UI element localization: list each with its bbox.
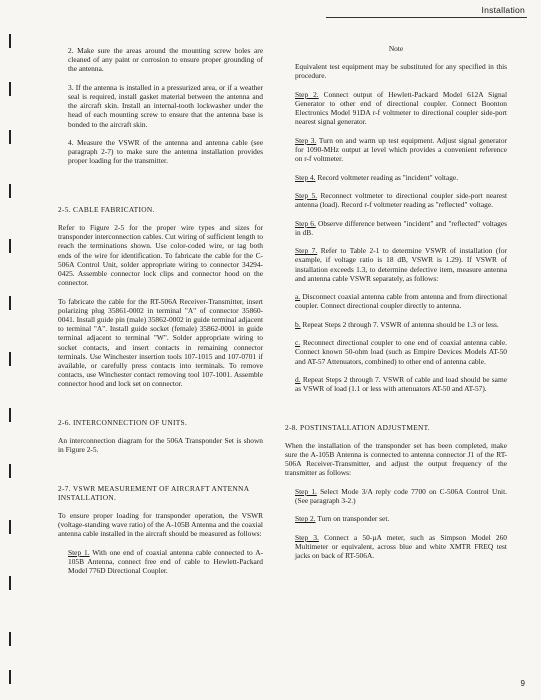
paragraph-step-3: 3. If the antenna is installed in a pressurized area, or if a weather seal is required, install gasket material between the antenna and the aircraft skin. Install an internal-tooth lockwasher under the head of each mounting screw to ensure that the antenna base is bonded to the aircraft skin. xyxy=(68,82,263,129)
paragraph-interconnection: An interconnection diagram for the 506A Transponder Set is shown in Figure 2-5. xyxy=(58,436,263,455)
left-column xyxy=(58,46,263,585)
paragraph-step-2: 2. Make sure the areas around the mounting screw holes are cleaned of any paint or corrosion to ensure proper grounding of the antenna. xyxy=(68,46,263,74)
note-block xyxy=(285,44,507,53)
section-header-title: Installation xyxy=(481,5,525,15)
heading-cable-fabrication: 2-5. CABLE FABRICATION. xyxy=(58,204,155,214)
vswr-substep-a: a. Disconnect coaxial antenna cable from antenna and from directional coupler. Connect directional coupler directly to antenna. xyxy=(295,292,508,311)
vswr-step-1: Step 1. With one end of coaxial antenna cable connected to A-105B Antenna, connect free end of cable to Hewlett-Packard Model 776D Directional Coupler. xyxy=(68,547,263,576)
right-column xyxy=(285,46,507,570)
vswr-step-6: Step 6. Observe difference between "incident" and "reflected" voltages in dB. xyxy=(295,218,507,237)
heading-interconnection: 2-6. INTERCONNECTION OF UNITS. xyxy=(58,417,188,427)
post-step-2: Step 2. Turn on transponder set. xyxy=(295,514,390,524)
vswr-step-5: Step 5. Reconnect voltmeter to directional coupler side-port nearest antenna (load). Record r-f voltmeter reading as "reflected" voltage. xyxy=(295,190,507,210)
vswr-substep-d: d. Repeat Steps 2 through 7. VSWR of cable and load should be same as VSWR of load (1.1 or less with attenuators AT-50 and AT-57). xyxy=(295,374,507,394)
heading-postinstallation: 2-8. POSTINSTALLATION ADJUSTMENT. xyxy=(285,422,431,432)
binding-edge-marks xyxy=(9,34,12,684)
page-number: 9 xyxy=(520,679,525,688)
vswr-step-7: Step 7. Refer to Table 2-1 to determine VSWR of installation (for example, if voltage ratio is 18 dB, VSWR is 1.29). If VSWR of installation exceeds 1.3, to determine defective item, measure antenna and antenna cable VSWR separately, as follows: xyxy=(295,246,507,283)
post-step-3: Step 3. Connect a 50-µA meter, such as Simpson Model 260 Multimeter or equivalent, across blue and white XMTR FREQ test jacks on back of RT-506A. xyxy=(295,532,507,561)
vswr-step-2: Step 2. Connect output of Hewlett-Packard Model 612A Signal Generator to other end of directional coupler. Connect Boonton Electronics Model 91DA r-f voltmeter to directional coupler side-port nearest signal generator. xyxy=(295,89,507,127)
paragraph-cable-fabrication: Refer to Figure 2-5 for the proper wire types and sizes for transponder interconnection cables. Cut wiring of sufficient length to reach the terminations shown. Use color-coded wire, or tag both ends of the wire for identification. To fabricate the cable for the C-506A Control Unit, solder appropriate wiring to connector 34294-0425. Assemble connector lock clips and connector hood on the connector. xyxy=(58,223,263,288)
paragraph-rt506a-cable: To fabricate the cable for the RT-506A Receiver-Transmitter, insert polarizing plug 35861-0002 in terminal "A" of connector 35860-0041. Install guide pin (male) 35862-0002 in guide terminal adjacent to terminal "A". Install guide socket (female) 35862-0001 in guide terminal adjacent to terminal "W". Solder appropriate wiring to socket contacts, and insert contacts in remaining connector terminals. Use Winchester insertion tools 107-1015 and 107-0701 if available, or carefully press contacts into terminals. To remove contacts, use Winchester contact removing tool 107-1001. Assemble connector hood and lock set on connector. xyxy=(58,296,263,389)
note-text: Equivalent test equipment may be substituted for any specified in this procedure. xyxy=(295,62,507,81)
paragraph-step-4: 4. Measure the VSWR of the antenna and antenna cable (see paragraph 2-7) to make sure the antenna installation provides proper loading for the transmitter. xyxy=(68,138,263,166)
header-rule xyxy=(326,17,527,18)
vswr-step-3: Step 3. Turn on and warm up test equipment. Adjust signal generator for 1090-MHz output at level which provides a convenient reference on r-f voltmeter. xyxy=(295,135,507,164)
paragraph-postinstallation: When the installation of the transponder set has been completed, make sure the A-105B Antenna is connected to antenna connector J1 of the RT-506A Receiver-Transmitter, and adjust the output frequency of the transmitter as follows: xyxy=(285,440,507,478)
vswr-step-4: Step 4. Record voltmeter reading as "incident" voltage. xyxy=(295,172,459,182)
heading-vswr-measurement: 2-7. VSWR MEASUREMENT OF AIRCRAFT ANTENNA INSTALLATION. xyxy=(58,483,249,502)
note-title: Note xyxy=(388,44,404,53)
post-step-1: Step 1. Select Mode 3/A reply code 7700 on C-506A Control Unit. (See paragraph 3-2.) xyxy=(295,486,507,505)
vswr-substep-c: c. Reconnect directional coupler to one end of coaxial antenna cable. Connect known 50-ohm load (such as Empire Devices Models AT-50 and AT-57 Attenuators, combined) to other end of antenna cable. xyxy=(295,338,507,366)
vswr-substep-b: b. Repeat Steps 2 through 7. VSWR of antenna should be 1.3 or less. xyxy=(295,319,499,329)
paragraph-vswr-intro: To ensure proper loading for transponder operation, the VSWR (voltage-standing wave ratio) of the A-105B Antenna and the coaxial antenna cable installed in the aircraft should be measured as follows: xyxy=(58,511,263,539)
